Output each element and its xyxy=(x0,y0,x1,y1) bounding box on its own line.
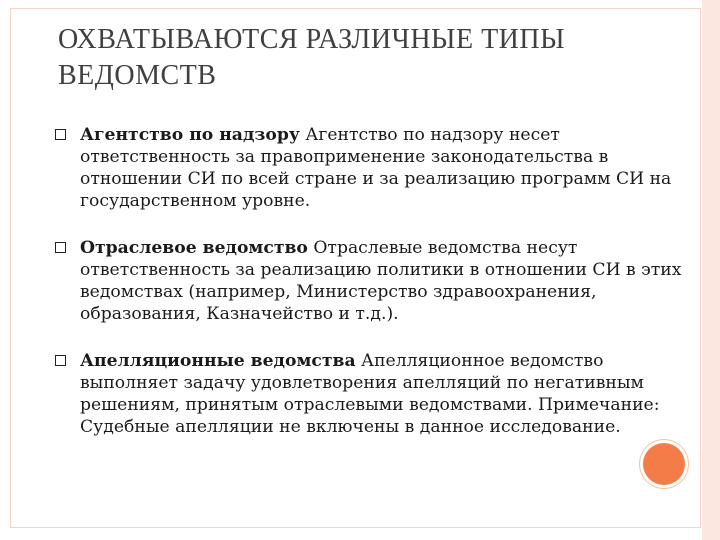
bullet-term: Отраслевое ведомство xyxy=(80,238,308,258)
bullet-item-appeals-agencies xyxy=(55,350,695,438)
square-bullet-icon xyxy=(55,355,66,366)
decorative-side-stripe xyxy=(702,0,720,540)
square-bullet-icon xyxy=(55,242,66,253)
bullet-text: Отраслевые ведомства несут ответственность за реализацию политики в отношении СИ в этих ведомствах (например, Министерство здравоохранения, образования, Казначейство и т.д.). xyxy=(80,238,682,324)
bullet-item-sector-agency xyxy=(55,237,695,325)
decorative-orange-circle-icon xyxy=(643,443,685,485)
bullet-term: Агентство по надзору xyxy=(80,125,300,145)
bullet-list xyxy=(55,124,695,462)
bullet-term: Апелляционные ведомства xyxy=(80,351,356,371)
bullet-item-oversight-agency xyxy=(55,124,695,212)
bullet-text: Агентство по надзору несет ответственность за правоприменение законодательства в отношении СИ по всей стране и за реализацию программ СИ на государственном уровне. xyxy=(80,125,672,211)
slide-title: ОХВАТЫВАЮТСЯ РАЗЛИЧНЫЕ ТИПЫ ВЕДОМСТВ xyxy=(58,24,566,91)
bullet-text: Апелляционное ведомство выполняет задачу удовлетворения апелляций по негативным решениям, принятым отраслевыми ведомствами. Примечание: Судебные апелляции не включены в данное исследование. xyxy=(80,351,660,437)
square-bullet-icon xyxy=(55,129,66,140)
